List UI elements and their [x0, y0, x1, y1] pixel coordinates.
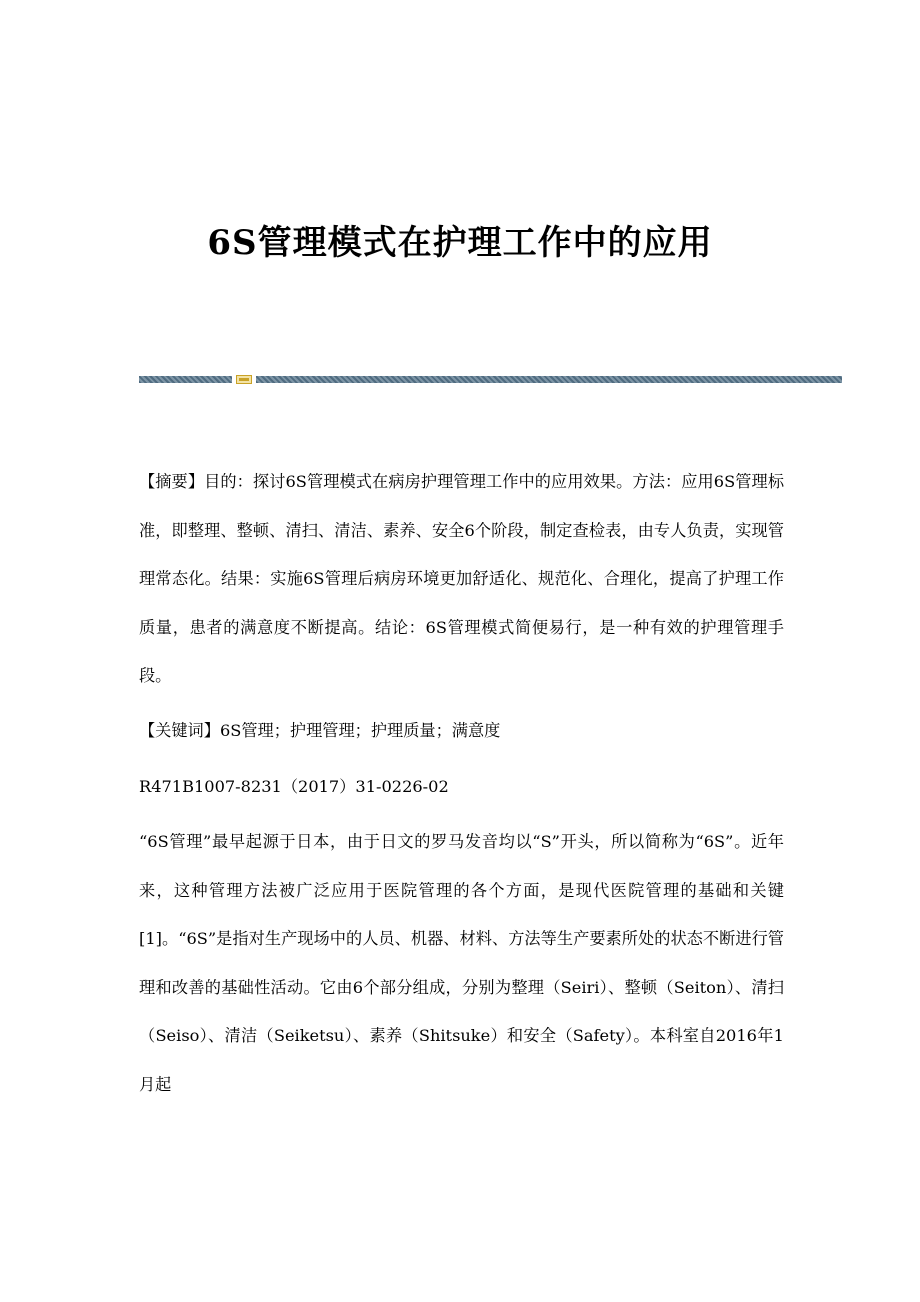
intro-text: “6S管理”最早起源于日本，由于日文的罗马发音均以“S”开头，所以简称为“6S”。近年来，这种管理方法被广泛应用于医院管理的各个方面，是现代医院管理的基础和关键[1]。“6S”是指对生产现场中的人员、机器、材料、方法等生产要素所处的状态不断进行管理和改善的基础性活动。它由6个部分组成，分别为整理（Seiri）、整顿（Seiton）、清扫（Seiso）、清洁（Seiketsu）、素养（Shitsuke）和安全（Safety）。本科室自2016年1月起: [139, 832, 784, 1094]
abstract-text: 目的：探讨6S管理模式在病房护理管理工作中的应用效果。方法：应用6S管理标准，即整理、整顿、清扫、清洁、素养、安全6个阶段，制定查检表，由专人负责，实现管理常态化。结果：实施6S管理后病房环境更加舒适化、规范化、合理化，提高了护理工作质量，患者的满意度不断提高。结论：6S管理模式简便易行，是一种有效的护理管理手段。: [139, 472, 785, 685]
intro-paragraph: [139, 818, 784, 1109]
divider-ornament-icon: [236, 375, 252, 384]
document-title: 6S管理模式在护理工作中的应用: [207, 223, 713, 263]
keywords-label: 【关键词】: [139, 721, 220, 740]
classification-number: [139, 763, 784, 811]
abstract-paragraph: [139, 458, 784, 701]
divider-bar-right: [256, 376, 842, 383]
keywords-text: 6S管理；护理管理；护理质量；满意度: [219, 721, 501, 740]
keywords-paragraph: [139, 707, 784, 755]
classification-text: R471B1007-8231（2017）31-0226-02: [139, 777, 449, 796]
divider-bar-left: [139, 376, 232, 383]
abstract-label: 【摘要】: [139, 472, 205, 491]
title-divider: [139, 375, 842, 384]
